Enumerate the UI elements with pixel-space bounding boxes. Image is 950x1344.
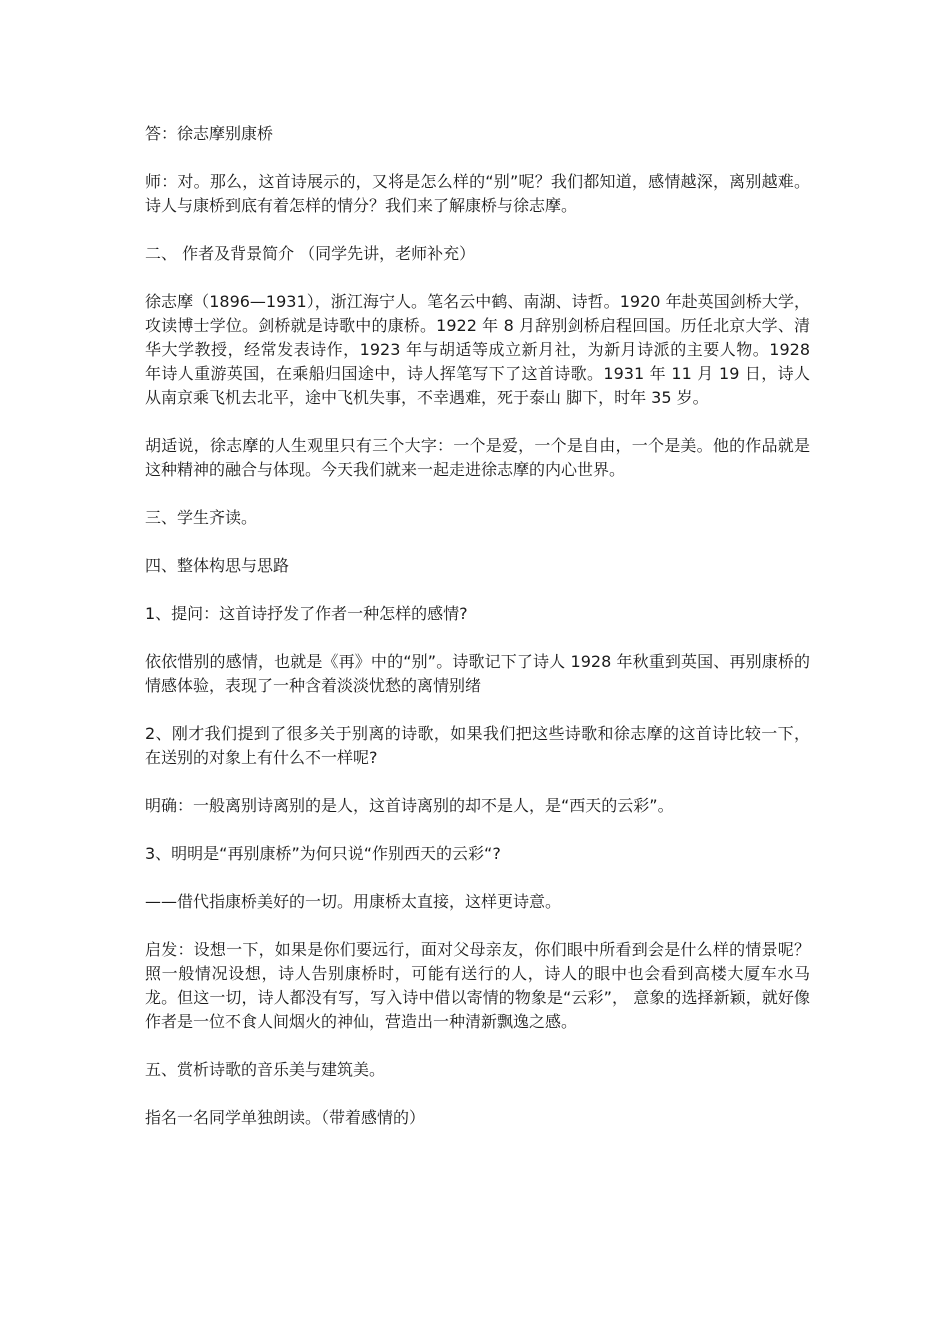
teacher-intro-paragraph: 师：对。那么，这首诗展示的，又将是怎么样的“别”呢？我们都知道，感情越深，离别越难。诗人与康桥到底有着怎样的情分？我们来了解康桥与徐志摩。 [145, 172, 810, 215]
reading-instruction: 指名一名同学单独朗读。（带着感情的） [145, 1108, 426, 1127]
answer-1-paragraph: 依依惜别的感情，也就是《再》中的“别”。诗歌记下了诗人 1928 年秋重到英国、再别康桥的情感体验，表现了一种含着淡淡忧愁的离情别绪 [145, 652, 810, 695]
document-page [145, 122, 810, 1154]
question-2: 2、刚才我们提到了很多关于别离的诗歌，如果我们把这些诗歌和徐志摩的这首诗比较一下，在送别的对象上有什么不一样呢? [145, 724, 810, 767]
author-biography-paragraph: 徐志摩（1896—1931），浙江海宁人。笔名云中鹤、南湖、诗哲。1920 年赴英国剑桥大学，攻读博士学位。剑桥就是诗歌中的康桥。1922 年 8 月辞别剑桥启程回国。历任北京大学、清华大学教授，经常发表诗作，1923 年与胡适等成立新月社，为新月诗派的主要人物。1928 年诗人重游英国，在乘船归国途中，诗人挥笔写下了这首诗歌。1931 年 11 月 19 日，诗人从南京乘飞机去北平，途中飞机失事，不幸遇难，死于泰山 脚下，时年 35 岁。 [145, 292, 810, 407]
question-3: 3、明明是“再别康桥”为何只说“作别西天的云彩“? [145, 844, 501, 863]
section-heading-music-architecture: 五、赏析诗歌的音乐美与建筑美。 [145, 1060, 386, 1079]
section-heading-author-background: 二、 作者及背景简介 （同学先讲，老师补充） [145, 244, 476, 263]
answer-line: 答：徐志摩别康桥 [145, 124, 274, 143]
answer-3-paragraph: ——借代指康桥美好的一切。用康桥太直接，这样更诗意。 [145, 892, 562, 911]
hu-shi-quote-paragraph: 胡适说，徐志摩的人生观里只有三个大字：一个是爱，一个是自由，一个是美。他的作品就是这种精神的融合与体现。今天我们就来一起走进徐志摩的内心世界。 [145, 436, 810, 479]
question-1: 1、提问：这首诗抒发了作者一种怎样的感情? [145, 604, 468, 623]
section-heading-overall-structure: 四、整体构思与思路 [145, 556, 290, 575]
answer-2-paragraph: 明确：一般离别诗离别的是人，这首诗离别的却不是人，是“西天的云彩”。 [145, 796, 674, 815]
inspiration-paragraph: 启发：设想一下，如果是你们要远行，面对父母亲友，你们眼中所看到会是什么样的情景呢？照一般情况设想，诗人告别康桥时，可能有送行的人，诗人的眼中也会看到高楼大厦车水马龙。但这一切，诗人都没有写，写入诗中借以寄情的物象是“云彩”， 意象的选择新颖，就好像作者是一位不食人间烟火的神仙，营造出一种清新飘逸之感。 [145, 940, 810, 1031]
section-heading-group-reading: 三、学生齐读。 [145, 508, 258, 527]
